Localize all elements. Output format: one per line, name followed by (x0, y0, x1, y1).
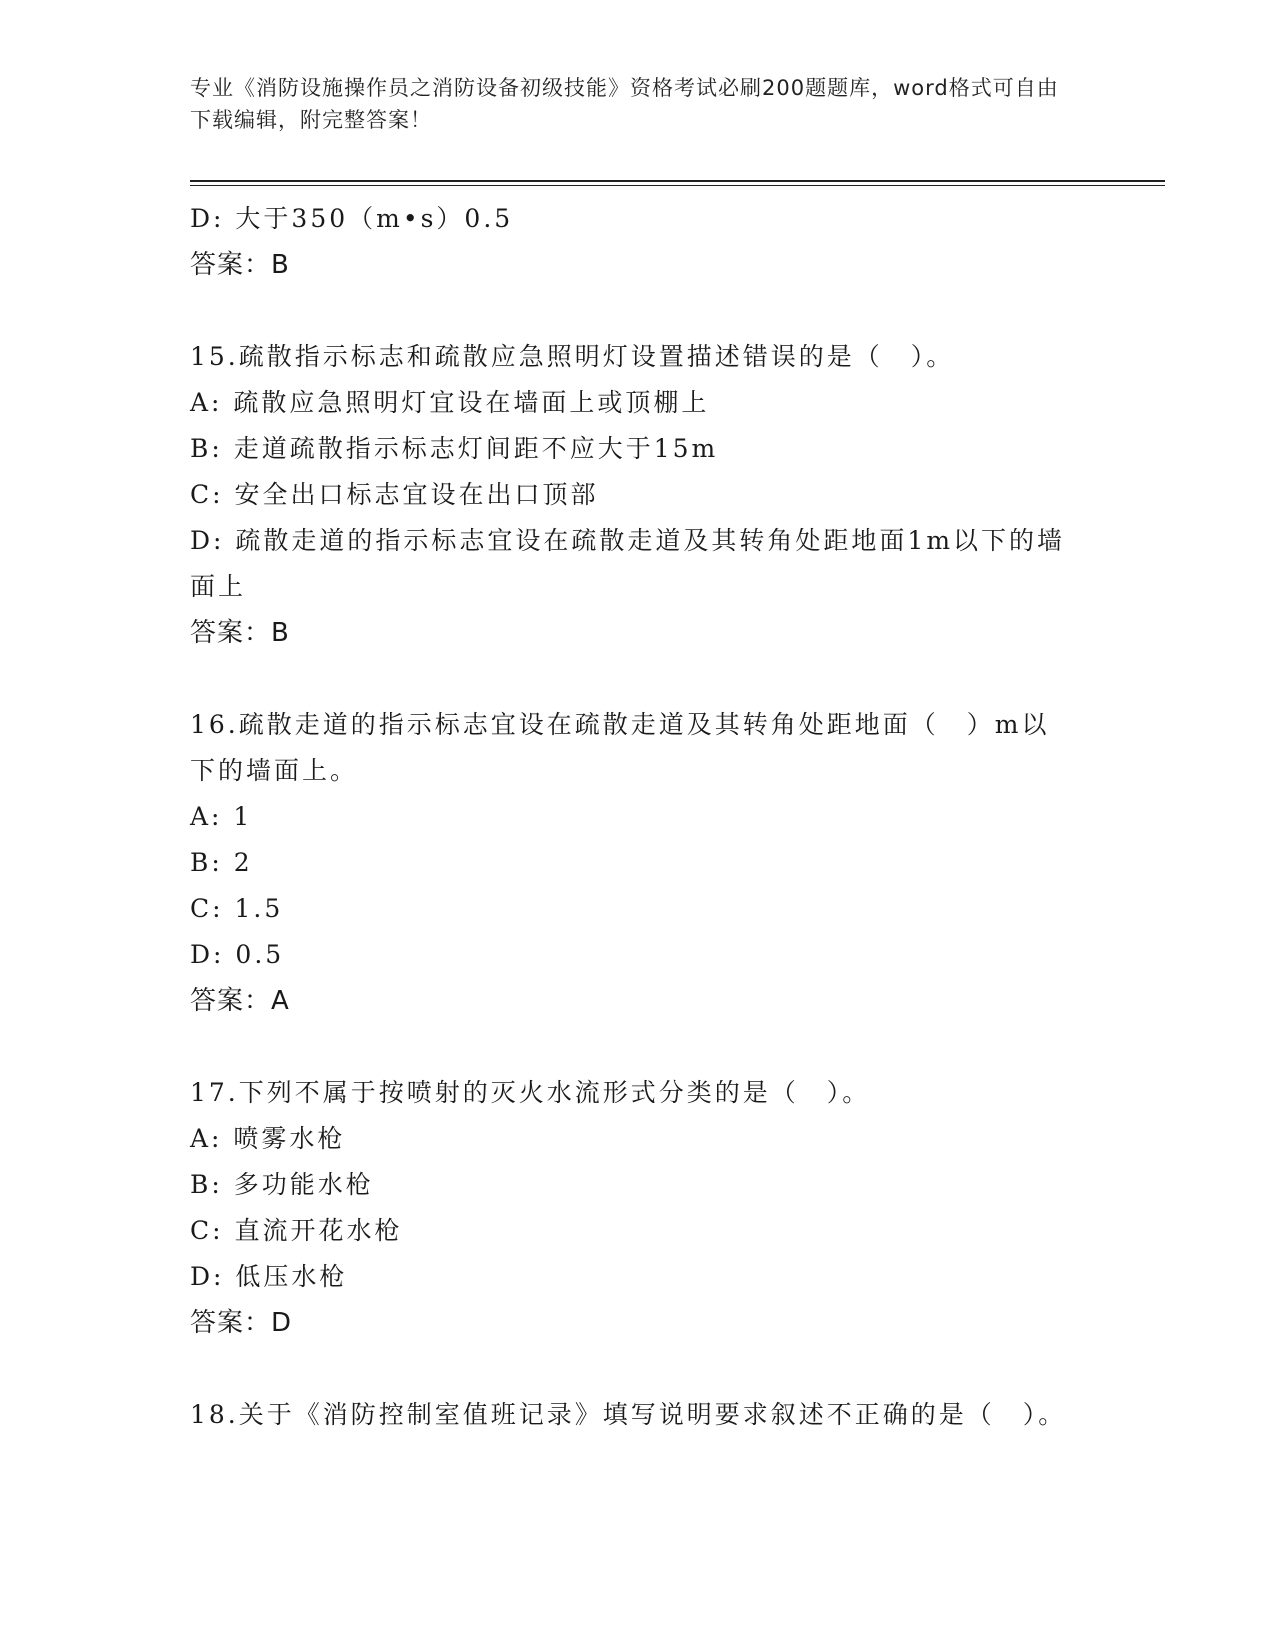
answer-label: 答案：B (190, 250, 290, 280)
option-c: C: 1.5 (190, 894, 284, 923)
question-15 (190, 334, 1070, 656)
option-c: C: 安全出口标志宜设在出口顶部 (190, 480, 599, 509)
option-b: B: 多功能水枪 (190, 1170, 374, 1199)
question-stem: 18.关于《消防控制室值班记录》填写说明要求叙述不正确的是（ ）。 (190, 1400, 1067, 1429)
question-stem: 17.下列不属于按喷射的灭火水流形式分类的是（ ）。 (190, 1078, 871, 1107)
question-16 (190, 702, 1070, 1024)
answer-label: 答案：B (190, 618, 290, 648)
option-d: D: 低压水枪 (190, 1262, 348, 1291)
question-stem: 16.疏散走道的指示标志宜设在疏散走道及其转角处距地面（ ）m以下的墙面上。 (190, 710, 1050, 785)
header-divider-thin (190, 185, 1165, 186)
answer-label: 答案：D (190, 1308, 293, 1338)
option-a: A: 疏散应急照明灯宜设在墙面上或顶棚上 (190, 388, 710, 417)
question-18 (190, 1392, 1070, 1438)
option-b: B: 走道疏散指示标志灯间距不应大于15m (190, 434, 719, 463)
option-a: A: 喷雾水枪 (190, 1124, 346, 1153)
option-a: A: 1 (190, 802, 253, 831)
header-divider-thick (190, 180, 1165, 182)
option-c: C: 直流开花水枪 (190, 1216, 403, 1245)
question-17 (190, 1070, 1070, 1346)
option-d: D: 大于350（m•s）0.5 (190, 204, 514, 233)
previous-question-tail (190, 196, 1070, 288)
option-d: D: 疏散走道的指示标志宜设在疏散走道及其转角处距地面1m以下的墙面上 (190, 526, 1066, 601)
option-b: B: 2 (190, 848, 253, 877)
option-d: D: 0.5 (190, 940, 285, 969)
document-header: 专业《消防设施操作员之消防设备初级技能》资格考试必刷200题题库，word格式可自由下载编辑，附完整答案！ (190, 76, 1059, 132)
answer-label: 答案：A (190, 986, 290, 1016)
question-stem: 15.疏散指示标志和疏散应急照明灯设置描述错误的是（ ）。 (190, 342, 955, 371)
question-list (190, 196, 1070, 1438)
